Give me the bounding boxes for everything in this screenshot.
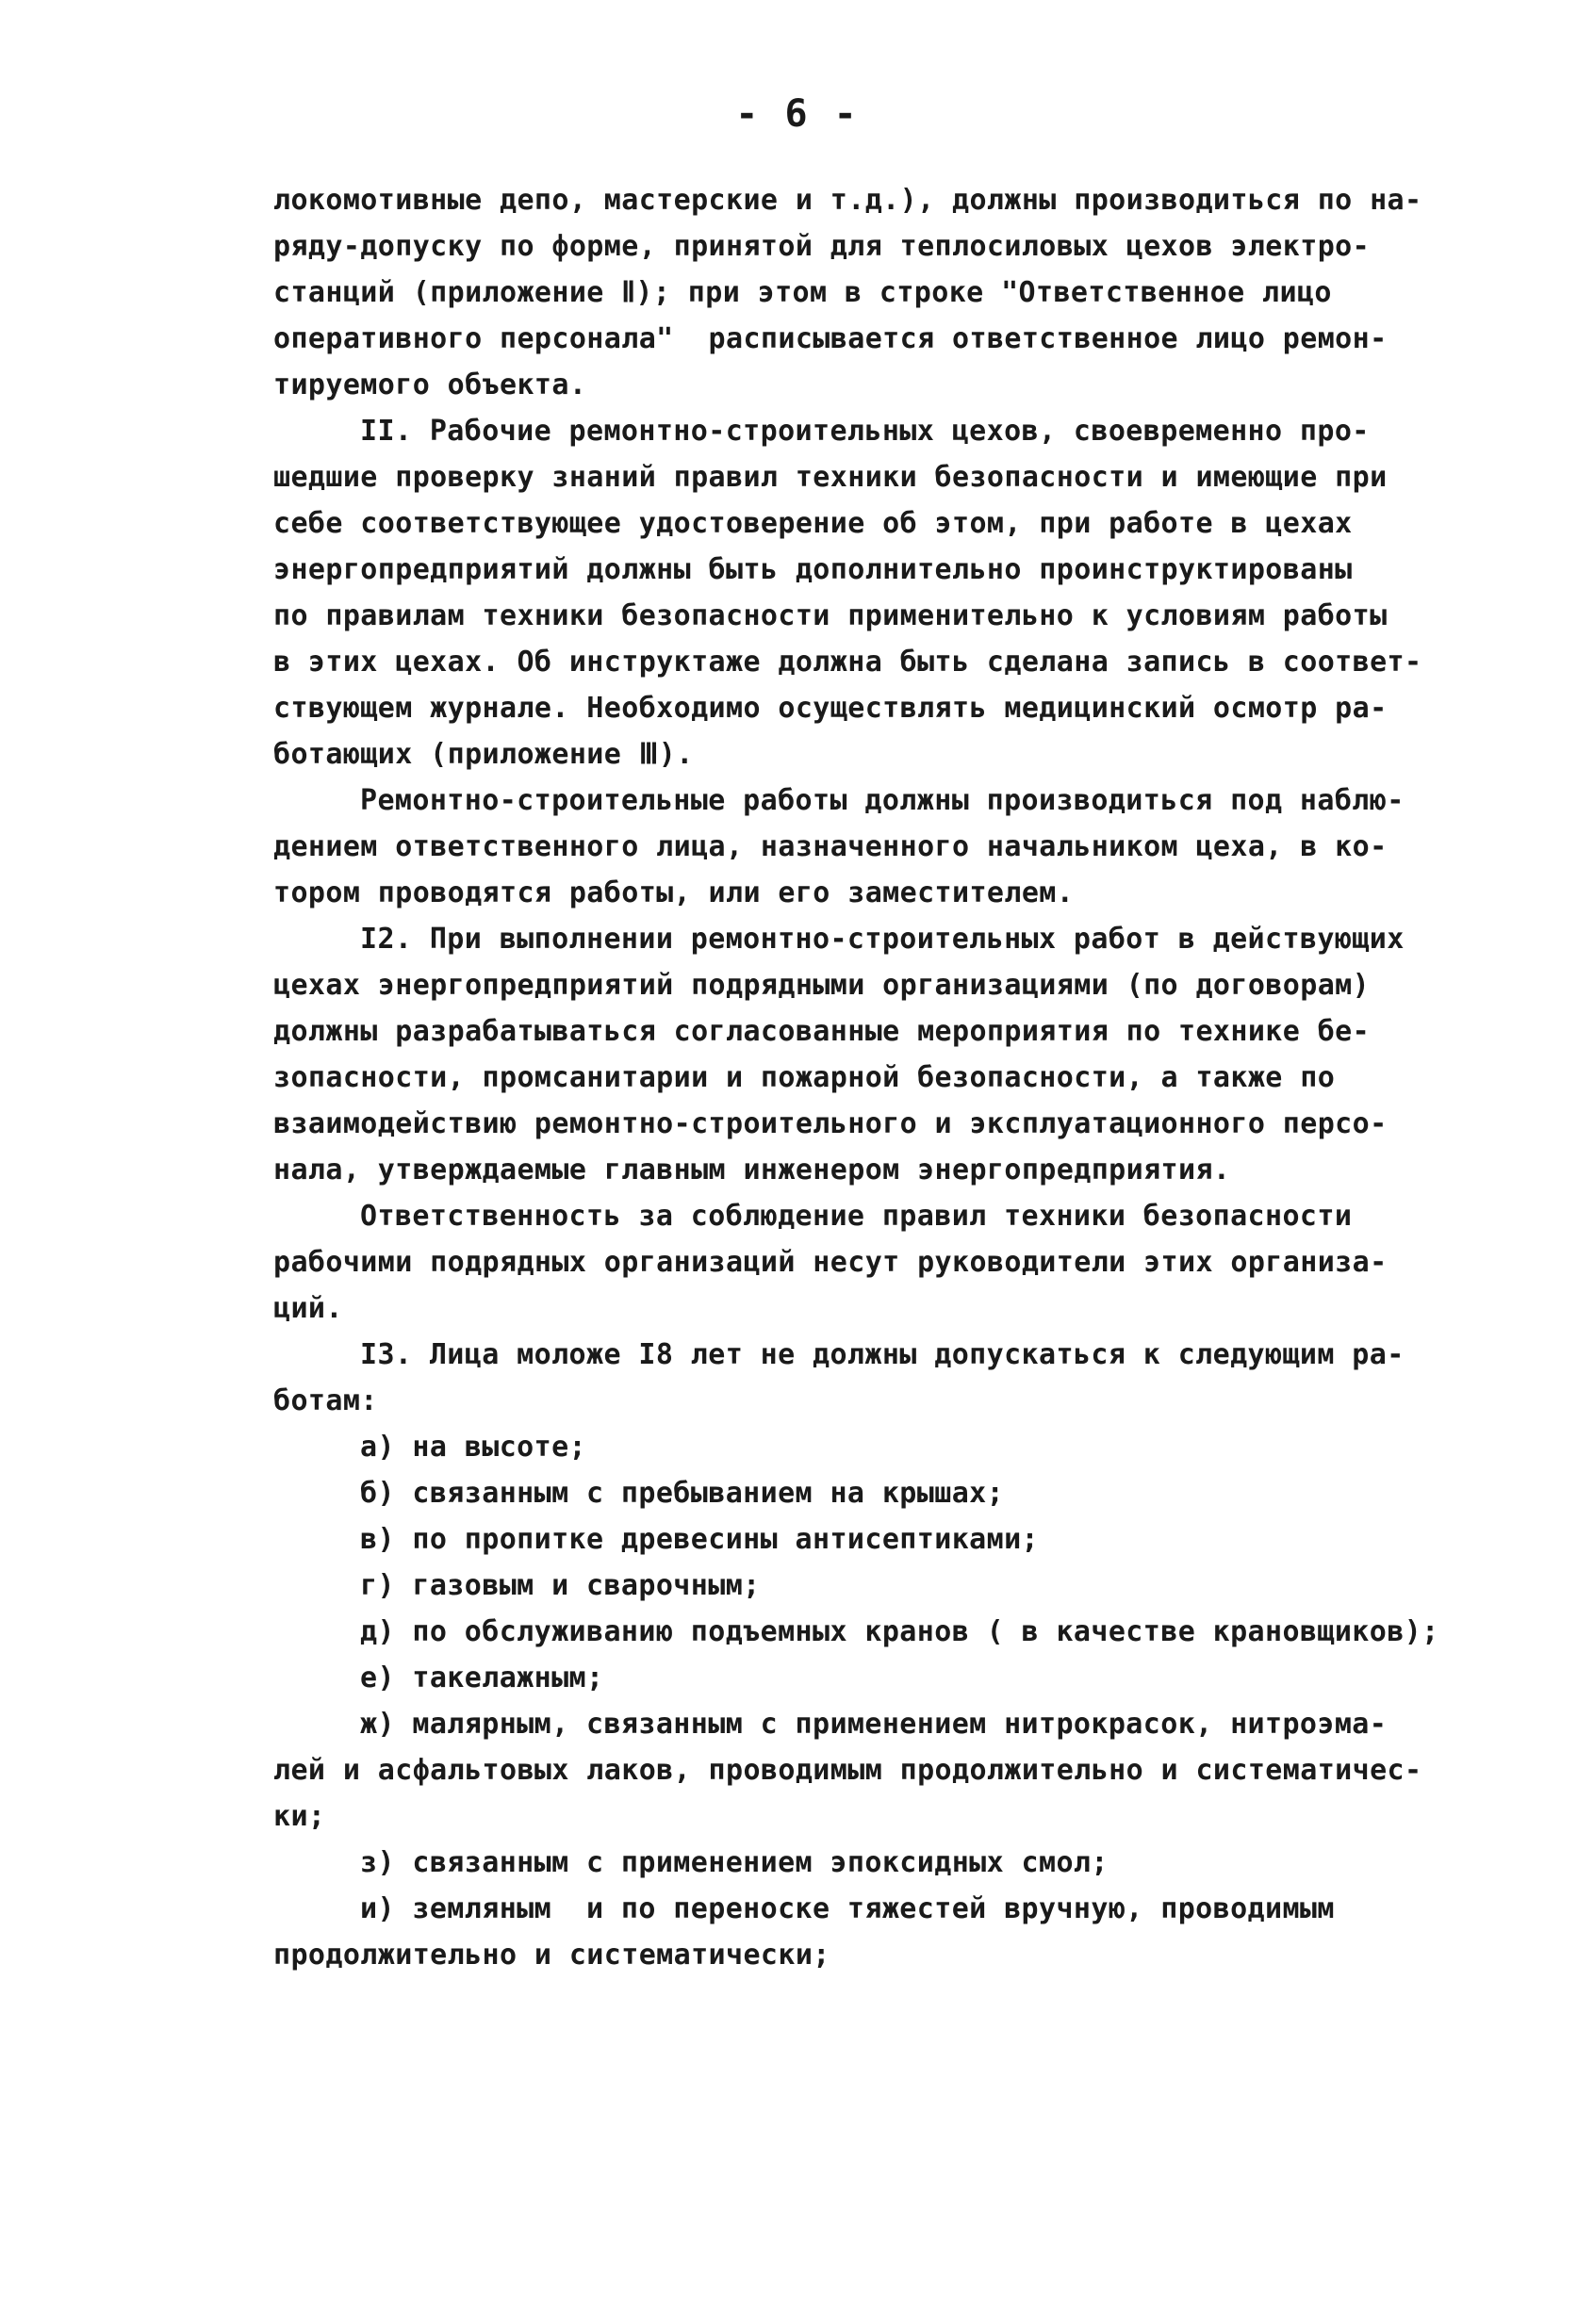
text-line: нала, утверждаемые главным инженером энергопредприятия.	[273, 1154, 1231, 1187]
text-line: тируемого объекта.	[273, 368, 587, 401]
text-line: ботам:	[273, 1384, 378, 1417]
text-line: ствующем журнале. Необходимо осуществлять медицинский осмотр ра-	[273, 692, 1388, 725]
text-line: локомотивные депо, мастерские и т.д.), должны производиться по на-	[273, 184, 1422, 217]
page-number: - 6 -	[735, 92, 859, 136]
text-line: I2. При выполнении ремонтно-строительных работ в действующих	[360, 923, 1405, 956]
text-line: энергопредприятий должны быть дополнительно проинструктированы	[273, 553, 1353, 586]
text-line: е) такелажным;	[360, 1661, 604, 1694]
text-line: шедшие проверку знаний правил техники безопасности и имеющие при	[273, 461, 1388, 494]
text-line: г) газовым и сварочным;	[360, 1569, 761, 1602]
text-line: дением ответственного лица, назначенного начальником цеха, в ко-	[273, 830, 1388, 863]
text-line: д) по обслуживанию подъемных кранов ( в качестве крановщиков);	[360, 1615, 1439, 1648]
text-line: ботающих (приложение Ⅲ).	[273, 738, 694, 771]
text-line: I3. Лица моложе I8 лет не должны допускаться к следующим ра-	[360, 1338, 1405, 1371]
text-line: а) на высоте;	[360, 1431, 586, 1464]
text-line: по правилам техники безопасности применительно к условиям работы	[273, 599, 1388, 632]
text-line: б) связанным с пребыванием на крышах;	[360, 1477, 1005, 1510]
text-line: себе соответствующее удостоверение об этом, при работе в цехах	[273, 507, 1353, 540]
text-line: ряду-допуску по форме, принятой для теплосиловых цехов электро-	[273, 230, 1371, 263]
text-line: должны разрабатываться согласованные мероприятия по технике бе-	[273, 1015, 1371, 1048]
text-line: Ремонтно-строительные работы должны производиться под наблю-	[360, 784, 1405, 817]
text-line: з) связанным с применением эпоксидных смол;	[360, 1846, 1109, 1879]
text-line: II. Рабочие ремонтно-строительных цехов, своевременно про-	[360, 415, 1370, 448]
text-line: продолжительно и систематически;	[273, 1939, 830, 1972]
text-line: и) земляным и по переноске тяжестей вручную, проводимым	[360, 1892, 1335, 1925]
text-line: лей и асфальтовых лаков, проводимым продолжительно и систематичес-	[273, 1754, 1422, 1787]
text-line: в этих цехах. Об инструктаже должна быть сделана запись в соответ-	[273, 646, 1422, 679]
text-line: ж) малярным, связанным с применением нитрокрасок, нитроэма-	[360, 1708, 1388, 1741]
text-line: ций.	[273, 1292, 343, 1325]
text-line: взаимодействию ремонтно-строительного и эксплуатационного персо-	[273, 1107, 1388, 1140]
text-line: станций (приложение Ⅱ); при этом в строке "Ответственное лицо	[273, 276, 1332, 309]
text-line: тором проводятся работы, или его заместителем.	[273, 876, 1075, 909]
text-line: зопасности, промсанитарии и пожарной безопасности, а также по	[273, 1061, 1336, 1094]
text-line: цехах энергопредприятий подрядными организациями (по договорам)	[273, 969, 1371, 1002]
document-body	[273, 177, 1508, 1978]
text-line: оперативного персонала" расписывается ответственное лицо ремон-	[273, 322, 1388, 355]
text-line: рабочими подрядных организаций несут руководители этих организа-	[273, 1246, 1388, 1279]
text-line: ки;	[273, 1800, 326, 1833]
text-line: в) по пропитке древесины антисептиками;	[360, 1523, 1039, 1556]
text-line: Ответственность за соблюдение правил техники безопасности	[360, 1200, 1353, 1233]
